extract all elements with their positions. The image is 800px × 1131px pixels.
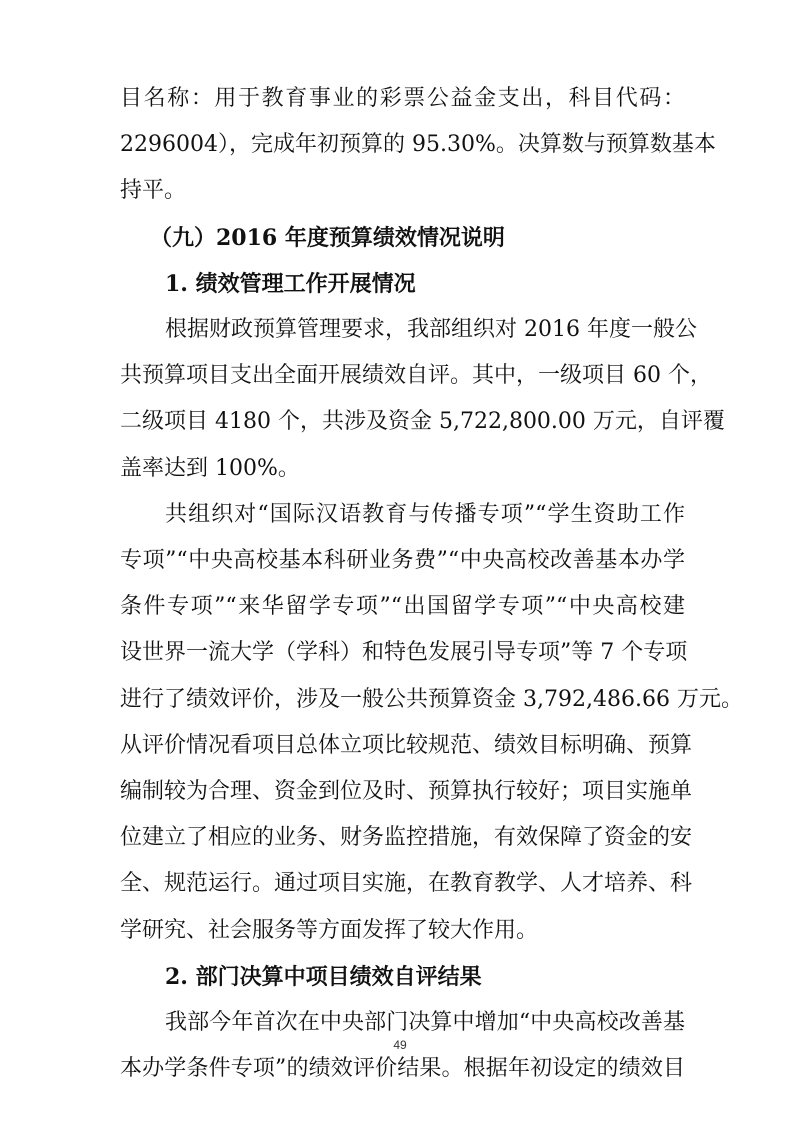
text-line: 设世界一流大学（学科）和特色发展引导专项”等 7 个专项 xyxy=(120,640,688,666)
text-line: 全、规范运行。通过项目实施，在教育教学、人才培养、科 xyxy=(120,871,693,897)
text-line: 2296004），完成年初预算的 95.30%。决算数与预算数基本 xyxy=(120,132,716,158)
text-line: 共预算项目支出全面开展绩效自评。其中，一级项目 60 个， xyxy=(120,363,712,389)
page-number: 49 xyxy=(393,1038,407,1052)
text-line: 条件专项”“来华留学专项”“出国留学专项”“中央高校建 xyxy=(120,594,685,620)
text-line: 本办学条件专项”的绩效评价结果。根据年初设定的绩效目 xyxy=(120,1056,685,1082)
text-line: 持平。 xyxy=(120,178,187,204)
text-line: 编制较为合理、资金到位及时、预算执行较好；项目实施单 xyxy=(120,779,693,804)
text-line: 我部今年首次在中央部门决算中增加“中央高校改善基 xyxy=(165,1010,685,1035)
text-line: 专项”“中央高校基本科研业务费”“中央高校改善基本办学 xyxy=(120,548,685,573)
text-line: 共组织对“国际汉语教育与传播专项”“学生资助工作 xyxy=(165,501,685,527)
subsection-heading: 2. 部门决算中项目绩效自评结果 xyxy=(165,963,482,990)
text-line: 二级项目 4180 个，共涉及资金 5,722,800.00 万元，自评覆 xyxy=(120,409,725,435)
subsection-heading: 1. 绩效管理工作开展情况 xyxy=(165,270,416,297)
text-line: 盖率达到 100%。 xyxy=(120,455,300,481)
text-line: 根据财政预算管理要求，我部组织对 2016 年度一般公 xyxy=(165,317,697,342)
text-line: 位建立了相应的业务、财务监控措施，有效保障了资金的安 xyxy=(120,825,693,851)
text-line: 从评价情况看项目总体立项比较规范、绩效目标明确、预算 xyxy=(120,732,693,758)
text-line: 目名称：用于教育事业的彩票公益金支出，科目代码： xyxy=(120,86,685,111)
section-heading: （九）2016 年度预算绩效情况说明 xyxy=(150,224,505,251)
text-line: 学研究、社会服务等方面发挥了较大作用。 xyxy=(120,917,539,943)
text-line: 进行了绩效评价，涉及一般公共预算资金 3,792,486.66 万元。 xyxy=(120,686,743,712)
